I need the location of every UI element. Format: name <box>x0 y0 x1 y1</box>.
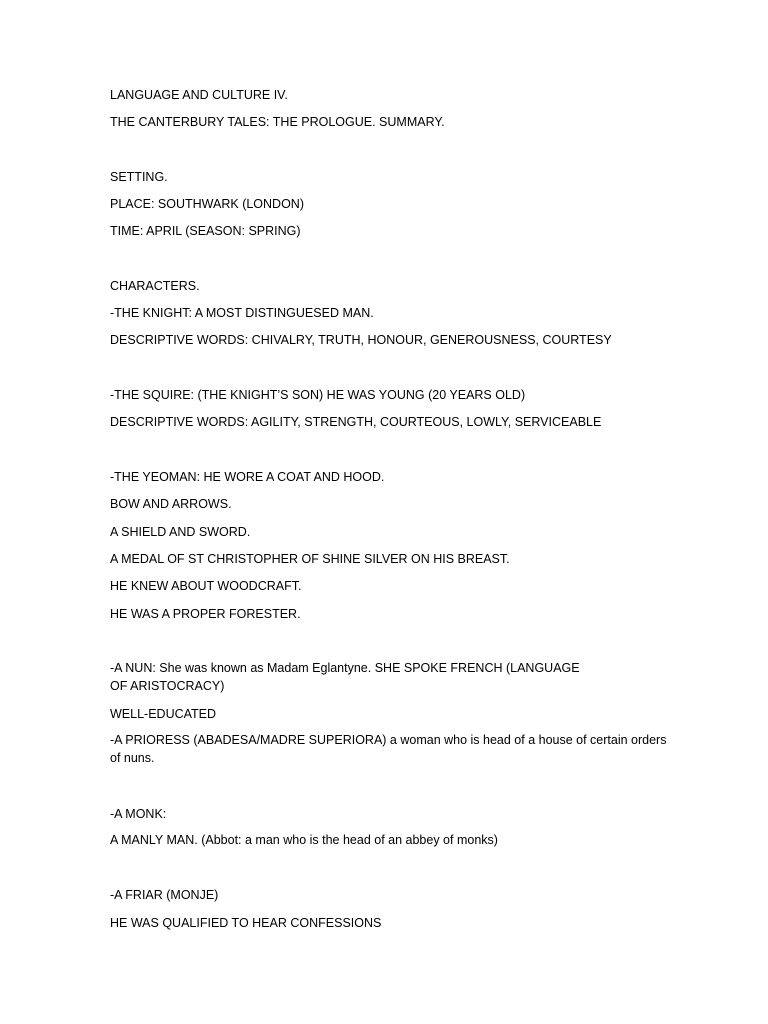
nun-line-3: -A PRIORESS (ABADESA/MADRE SUPERIORA) a woman who is head of a house of certain orders of nuns. <box>110 733 667 765</box>
document-subtitle: THE CANTERBURY TALES: THE PROLOGUE. SUMMARY. <box>110 115 445 129</box>
document-title: LANGUAGE AND CULTURE IV. <box>110 88 288 102</box>
monk-line-1: -A MONK: <box>110 807 167 821</box>
characters-heading: CHARACTERS. <box>110 279 200 293</box>
squire-line: -THE SQUIRE: (THE KNIGHT’S SON) HE WAS YOUNG (20 YEARS OLD) <box>110 388 526 402</box>
friar-line-1: -A FRIAR (MONJE) <box>110 888 219 902</box>
yeoman-line-1: -THE YEOMAN: HE WORE A COAT AND HOOD. <box>110 470 385 484</box>
knight-descriptive-words: DESCRIPTIVE WORDS: CHIVALRY, TRUTH, HONOUR, GENEROUSNESS, COURTESY <box>110 333 612 347</box>
setting-place: PLACE: SOUTHWARK (LONDON) <box>110 197 305 211</box>
yeoman-line-2: BOW AND ARROWS. <box>110 497 232 511</box>
friar-line-2: HE WAS QUALIFIED TO HEAR CONFESSIONS <box>110 916 382 930</box>
yeoman-line-5: HE KNEW ABOUT WOODCRAFT. <box>110 579 302 593</box>
yeoman-line-6: HE WAS A PROPER FORESTER. <box>110 607 301 621</box>
nun-line-1: -A NUN: She was known as Madam Eglantyne. SHE SPOKE FRENCH (LANGUAGE OF ARISTOCRACY) <box>110 661 580 693</box>
yeoman-line-3: A SHIELD AND SWORD. <box>110 525 251 539</box>
setting-time: TIME: APRIL (SEASON: SPRING) <box>110 224 301 238</box>
yeoman-line-4: A MEDAL OF ST CHRISTOPHER OF SHINE SILVER ON HIS BREAST. <box>110 552 510 566</box>
nun-line-2: WELL-EDUCATED <box>110 707 217 721</box>
setting-heading: SETTING. <box>110 170 168 184</box>
knight-line: -THE KNIGHT: A MOST DISTINGUESED MAN. <box>110 306 374 320</box>
squire-descriptive-words: DESCRIPTIVE WORDS: AGILITY, STRENGTH, COURTEOUS, LOWLY, SERVICEABLE <box>110 415 602 429</box>
monk-line-2: A MANLY MAN. (Abbot: a man who is the head of an abbey of monks) <box>110 833 498 847</box>
